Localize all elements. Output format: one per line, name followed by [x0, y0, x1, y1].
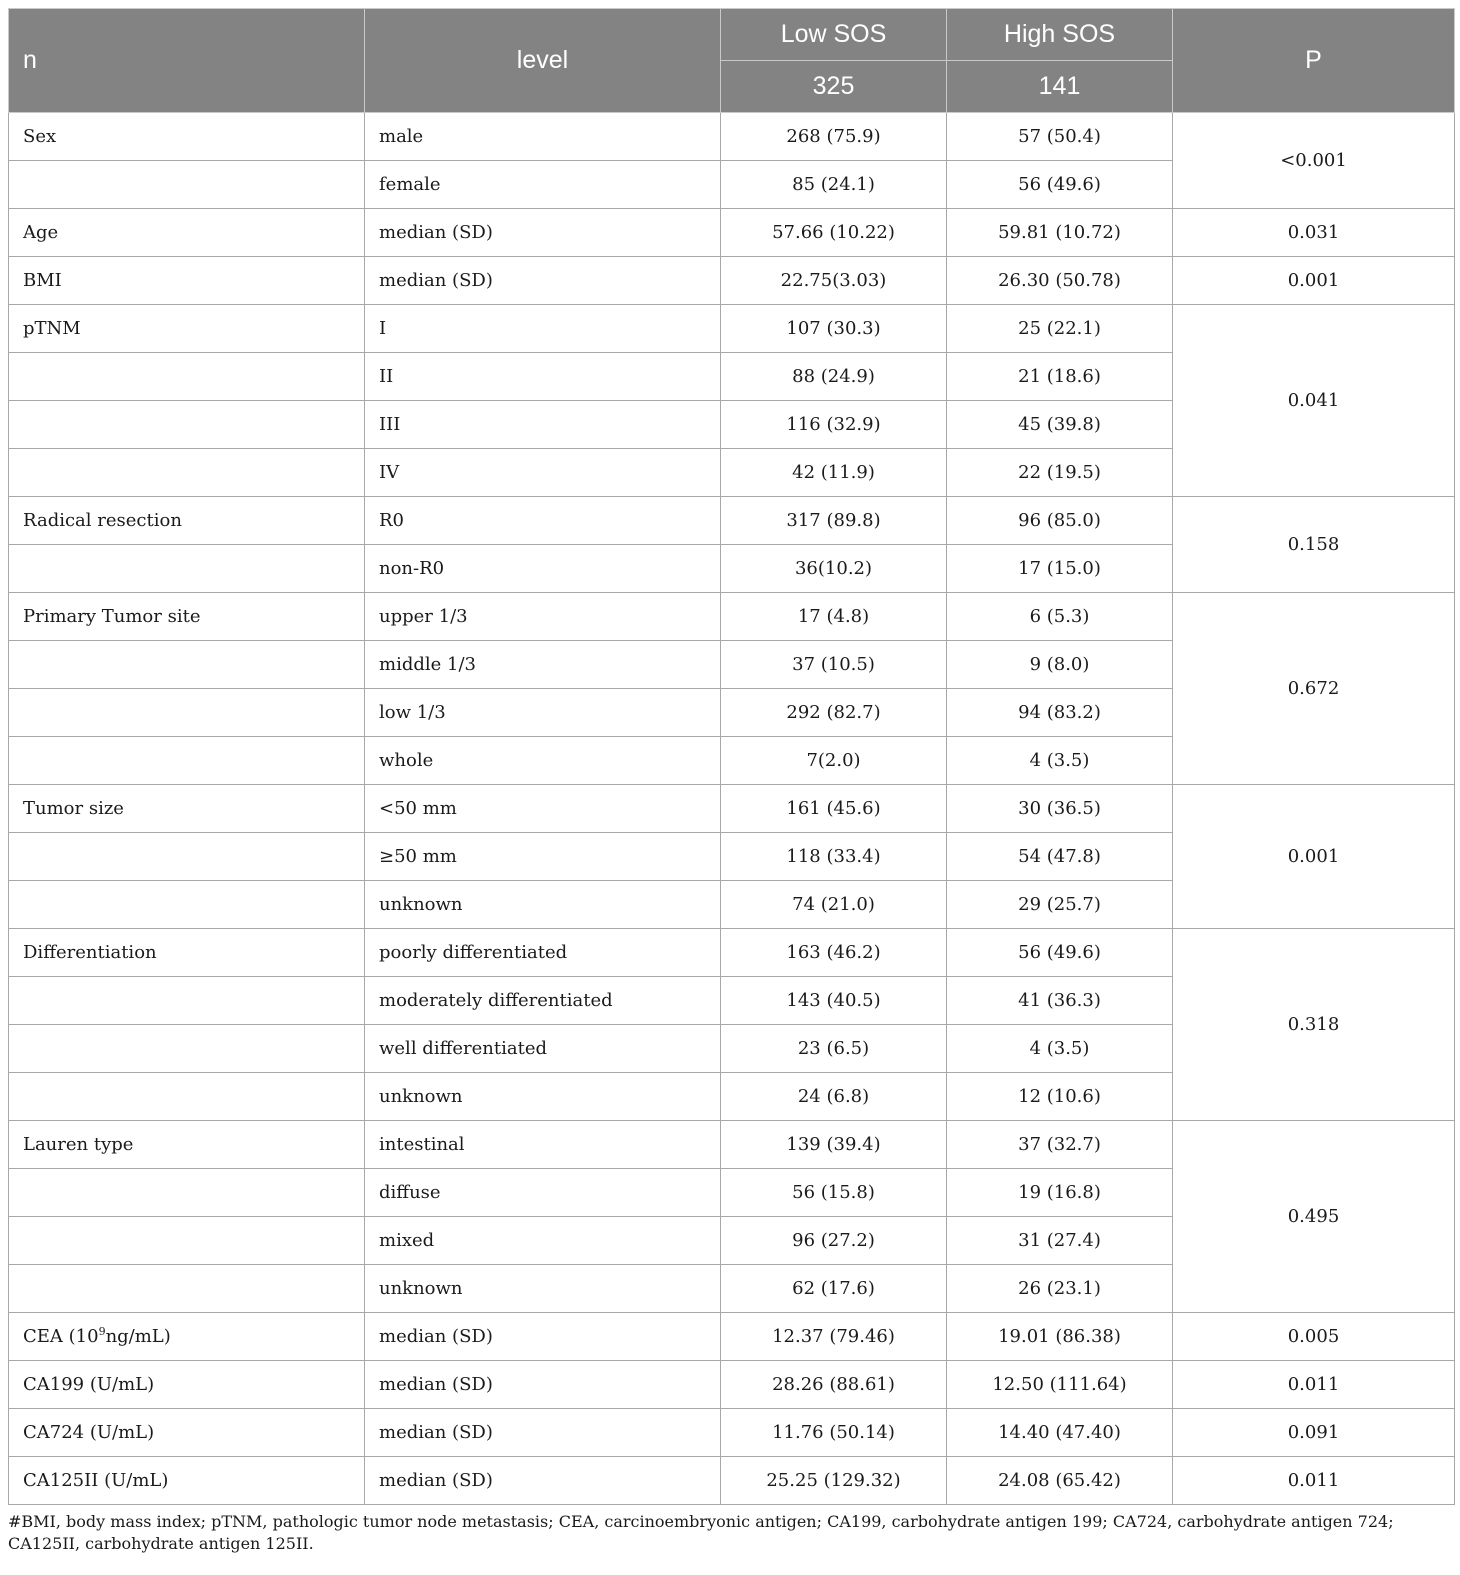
level-cell: upper 1/3	[365, 593, 721, 641]
p-value-cell: 0.001	[1173, 785, 1455, 929]
low-sos-cell: 268 (75.9)	[721, 113, 947, 161]
high-sos-cell: 56 (49.6)	[947, 929, 1173, 977]
variable-cell	[9, 1409, 365, 1457]
level-cell: female	[365, 161, 721, 209]
low-sos-cell: 317 (89.8)	[721, 497, 947, 545]
level-cell: whole	[365, 737, 721, 785]
variable-cell	[9, 881, 365, 929]
low-sos-cell: 118 (33.4)	[721, 833, 947, 881]
high-sos-cell: 21 (18.6)	[947, 353, 1173, 401]
table-row	[9, 1361, 1455, 1409]
variable-cell	[9, 1121, 365, 1169]
variable-cell	[9, 545, 365, 593]
level-cell: median (SD)	[365, 1409, 721, 1457]
variable-cell	[9, 929, 365, 977]
low-sos-cell: 23 (6.5)	[721, 1025, 947, 1073]
high-sos-cell: 59.81 (10.72)	[947, 209, 1173, 257]
high-sos-cell: 12 (10.6)	[947, 1073, 1173, 1121]
characteristics-table	[8, 8, 1455, 1505]
high-sos-cell: 30 (36.5)	[947, 785, 1173, 833]
level-cell: IV	[365, 449, 721, 497]
table-row	[9, 785, 1455, 833]
variable-name: pTNM	[23, 318, 81, 339]
low-sos-cell: 143 (40.5)	[721, 977, 947, 1025]
variable-name: CEA (10	[23, 1326, 99, 1347]
variable-cell	[9, 497, 365, 545]
table-row	[9, 113, 1455, 161]
low-sos-cell: 12.37 (79.46)	[721, 1313, 947, 1361]
p-value-cell: <0.001	[1173, 113, 1455, 209]
variable-name: CA199 (U/mL)	[23, 1374, 155, 1395]
level-cell: moderately differentiated	[365, 977, 721, 1025]
low-sos-cell: 28.26 (88.61)	[721, 1361, 947, 1409]
variable-cell	[9, 305, 365, 353]
variable-cell	[9, 977, 365, 1025]
high-sos-cell: 26 (23.1)	[947, 1265, 1173, 1313]
level-cell: low 1/3	[365, 689, 721, 737]
table-container	[8, 8, 1454, 1555]
variable-cell	[9, 1457, 365, 1505]
variable-name: CA125II (U/mL)	[23, 1470, 169, 1491]
low-sos-cell: 24 (6.8)	[721, 1073, 947, 1121]
variable-cell	[9, 1265, 365, 1313]
low-sos-cell: 107 (30.3)	[721, 305, 947, 353]
level-cell: intestinal	[365, 1121, 721, 1169]
high-sos-cell: 26.30 (50.78)	[947, 257, 1173, 305]
variable-cell	[9, 401, 365, 449]
low-sos-cell: 292 (82.7)	[721, 689, 947, 737]
p-value-cell: 0.672	[1173, 593, 1455, 785]
level-cell: median (SD)	[365, 209, 721, 257]
low-sos-cell: 7(2.0)	[721, 737, 947, 785]
low-sos-cell: 25.25 (129.32)	[721, 1457, 947, 1505]
p-value-cell: 0.495	[1173, 1121, 1455, 1313]
variable-cell	[9, 1169, 365, 1217]
high-sos-cell: 9 (8.0)	[947, 641, 1173, 689]
high-sos-cell: 57 (50.4)	[947, 113, 1173, 161]
variable-name: Sex	[23, 126, 57, 147]
low-sos-cell: 57.66 (10.22)	[721, 209, 947, 257]
variable-cell	[9, 1313, 365, 1361]
level-cell: III	[365, 401, 721, 449]
level-cell: median (SD)	[365, 1313, 721, 1361]
high-sos-cell: 12.50 (111.64)	[947, 1361, 1173, 1409]
header-p: P	[1173, 9, 1455, 113]
variable-cell	[9, 257, 365, 305]
low-sos-cell: 161 (45.6)	[721, 785, 947, 833]
variable-cell	[9, 785, 365, 833]
level-cell: median (SD)	[365, 1457, 721, 1505]
low-sos-cell: 17 (4.8)	[721, 593, 947, 641]
variable-cell	[9, 1025, 365, 1073]
table-row	[9, 305, 1455, 353]
low-sos-cell: 22.75(3.03)	[721, 257, 947, 305]
low-sos-cell: 85 (24.1)	[721, 161, 947, 209]
high-sos-cell: 45 (39.8)	[947, 401, 1173, 449]
low-sos-cell: 56 (15.8)	[721, 1169, 947, 1217]
p-value-cell: 0.011	[1173, 1361, 1455, 1409]
high-sos-cell: 94 (83.2)	[947, 689, 1173, 737]
high-sos-cell: 4 (3.5)	[947, 1025, 1173, 1073]
p-value-cell: 0.091	[1173, 1409, 1455, 1457]
level-cell: R0	[365, 497, 721, 545]
level-cell: unknown	[365, 881, 721, 929]
high-sos-cell: 24.08 (65.42)	[947, 1457, 1173, 1505]
table-row	[9, 497, 1455, 545]
variable-name: Primary Tumor site	[23, 606, 201, 627]
variable-name: Differentiation	[23, 942, 157, 963]
table-row	[9, 929, 1455, 977]
header-level: level	[365, 9, 721, 113]
low-sos-cell: 42 (11.9)	[721, 449, 947, 497]
level-cell: <50 mm	[365, 785, 721, 833]
table-row	[9, 593, 1455, 641]
header-n: n	[9, 9, 365, 113]
high-sos-cell: 4 (3.5)	[947, 737, 1173, 785]
level-cell: mixed	[365, 1217, 721, 1265]
level-cell: ≥50 mm	[365, 833, 721, 881]
table-body	[9, 113, 1455, 1505]
low-sos-cell: 11.76 (50.14)	[721, 1409, 947, 1457]
high-sos-cell: 56 (49.6)	[947, 161, 1173, 209]
variable-cell	[9, 737, 365, 785]
variable-cell	[9, 1361, 365, 1409]
variable-cell	[9, 161, 365, 209]
variable-cell	[9, 353, 365, 401]
level-cell: II	[365, 353, 721, 401]
p-value-cell: 0.031	[1173, 209, 1455, 257]
level-cell: poorly differentiated	[365, 929, 721, 977]
p-value-cell: 0.001	[1173, 257, 1455, 305]
table-row	[9, 209, 1455, 257]
high-sos-cell: 96 (85.0)	[947, 497, 1173, 545]
level-cell: median (SD)	[365, 1361, 721, 1409]
level-cell: median (SD)	[365, 257, 721, 305]
header-high-sos-count: 141	[947, 61, 1173, 113]
p-value-cell: 0.005	[1173, 1313, 1455, 1361]
low-sos-cell: 96 (27.2)	[721, 1217, 947, 1265]
variable-cell	[9, 209, 365, 257]
variable-cell	[9, 1217, 365, 1265]
high-sos-cell: 54 (47.8)	[947, 833, 1173, 881]
level-cell: well differentiated	[365, 1025, 721, 1073]
variable-cell	[9, 593, 365, 641]
p-value-cell: 0.158	[1173, 497, 1455, 593]
variable-superscript: 9	[98, 1325, 106, 1338]
high-sos-cell: 25 (22.1)	[947, 305, 1173, 353]
p-value-cell: 0.041	[1173, 305, 1455, 497]
variable-cell	[9, 113, 365, 161]
level-cell: diffuse	[365, 1169, 721, 1217]
level-cell: male	[365, 113, 721, 161]
level-cell: I	[365, 305, 721, 353]
table-footnote: #BMI, body mass index; pTNM, pathologic tumor node metastasis; CEA, carcinoembryonic antigen; CA199, carbohydrate antigen 199; CA724, carbohydrate antigen 724; CA125II, carbohydrate antigen 125II.	[8, 1512, 1394, 1553]
variable-cell	[9, 641, 365, 689]
high-sos-cell: 37 (32.7)	[947, 1121, 1173, 1169]
high-sos-cell: 31 (27.4)	[947, 1217, 1173, 1265]
low-sos-cell: 139 (39.4)	[721, 1121, 947, 1169]
high-sos-cell: 41 (36.3)	[947, 977, 1173, 1025]
level-cell: unknown	[365, 1265, 721, 1313]
low-sos-cell: 62 (17.6)	[721, 1265, 947, 1313]
variable-cell	[9, 689, 365, 737]
high-sos-cell: 29 (25.7)	[947, 881, 1173, 929]
variable-name: Lauren type	[23, 1134, 134, 1155]
table-row	[9, 1409, 1455, 1457]
high-sos-cell: 6 (5.3)	[947, 593, 1173, 641]
low-sos-cell: 116 (32.9)	[721, 401, 947, 449]
high-sos-cell: 17 (15.0)	[947, 545, 1173, 593]
variable-name: BMI	[23, 270, 62, 291]
p-value-cell: 0.318	[1173, 929, 1455, 1121]
level-cell: non-R0	[365, 545, 721, 593]
level-cell: unknown	[365, 1073, 721, 1121]
variable-name: Radical resection	[23, 510, 182, 531]
variable-name-suffix: ng/mL)	[105, 1326, 171, 1347]
low-sos-cell: 88 (24.9)	[721, 353, 947, 401]
variable-cell	[9, 449, 365, 497]
low-sos-cell: 36(10.2)	[721, 545, 947, 593]
variable-cell	[9, 1073, 365, 1121]
low-sos-cell: 37 (10.5)	[721, 641, 947, 689]
table-row	[9, 1313, 1455, 1361]
variable-name: Tumor size	[23, 798, 124, 819]
variable-name: Age	[23, 222, 59, 243]
variable-name: CA724 (U/mL)	[23, 1422, 155, 1443]
high-sos-cell: 22 (19.5)	[947, 449, 1173, 497]
header-low-sos-count: 325	[721, 61, 947, 113]
low-sos-cell: 74 (21.0)	[721, 881, 947, 929]
table-row	[9, 1121, 1455, 1169]
high-sos-cell: 14.40 (47.40)	[947, 1409, 1173, 1457]
table-header	[9, 9, 1455, 113]
high-sos-cell: 19.01 (86.38)	[947, 1313, 1173, 1361]
low-sos-cell: 163 (46.2)	[721, 929, 947, 977]
high-sos-cell: 19 (16.8)	[947, 1169, 1173, 1217]
table-row	[9, 1457, 1455, 1505]
header-high-sos: High SOS	[947, 9, 1173, 61]
p-value-cell: 0.011	[1173, 1457, 1455, 1505]
header-low-sos: Low SOS	[721, 9, 947, 61]
table-row	[9, 257, 1455, 305]
level-cell: middle 1/3	[365, 641, 721, 689]
variable-cell	[9, 833, 365, 881]
